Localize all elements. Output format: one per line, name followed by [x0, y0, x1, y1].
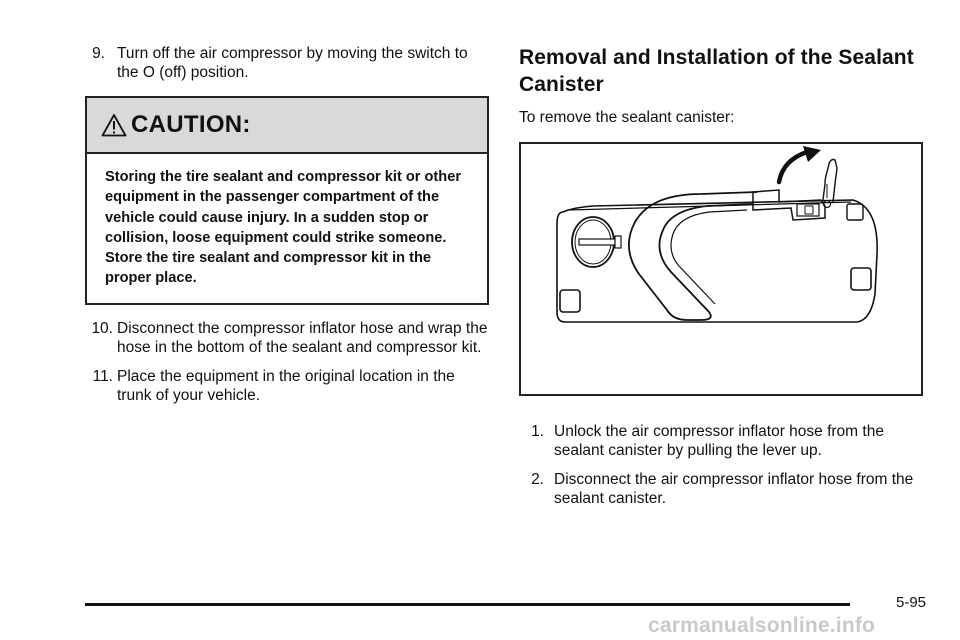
intro-text: To remove the sealant canister: [519, 109, 735, 126]
removal-step-1 [524, 422, 923, 460]
footer-rule [85, 603, 850, 606]
step-text: Turn off the air compressor by moving the switch to the O (off) position. [117, 45, 468, 81]
warning-triangle-icon [101, 113, 127, 137]
step-11 [85, 367, 489, 405]
step-10 [85, 319, 489, 357]
step-text: Unlock the air compressor inflator hose from the sealant canister by pulling the lever up. [554, 423, 884, 459]
step-number: 9. [92, 45, 105, 62]
left-column [85, 44, 489, 415]
step-number: 2. [531, 471, 544, 488]
caution-box [85, 96, 489, 305]
caution-header [87, 98, 487, 154]
step-text: Disconnect the air compressor inflator hose from the sealant canister. [554, 471, 914, 507]
watermark: carmanualsonline.info [648, 614, 876, 637]
right-column [519, 44, 923, 518]
step-text: Place the equipment in the original location in the trunk of your vehicle. [117, 367, 455, 404]
step-number: 10. [91, 319, 113, 337]
section-heading: Removal and Installation of the Sealant Canister [519, 46, 914, 96]
page-number: 5-95 [896, 594, 927, 611]
caution-title: CAUTION: [131, 111, 251, 138]
sealant-canister-figure [519, 142, 923, 396]
caution-text: Storing the tire sealant and compressor kit or other equipment in the passenger compartment of the vehicle could cause injury. In a sudden stop or collision, loose equipment could strike someone. Store the tire sealant and compressor kit in the proper place. [105, 169, 462, 287]
sealant-canister-illustration [521, 144, 921, 394]
step-number: 1. [531, 423, 544, 440]
removal-step-2 [524, 470, 923, 508]
step-text: Disconnect the compressor inflator hose and wrap the hose in the bottom of the sealant and compressor kit. [117, 319, 488, 356]
step-number: 11. [92, 367, 113, 385]
step-9 [85, 44, 489, 82]
